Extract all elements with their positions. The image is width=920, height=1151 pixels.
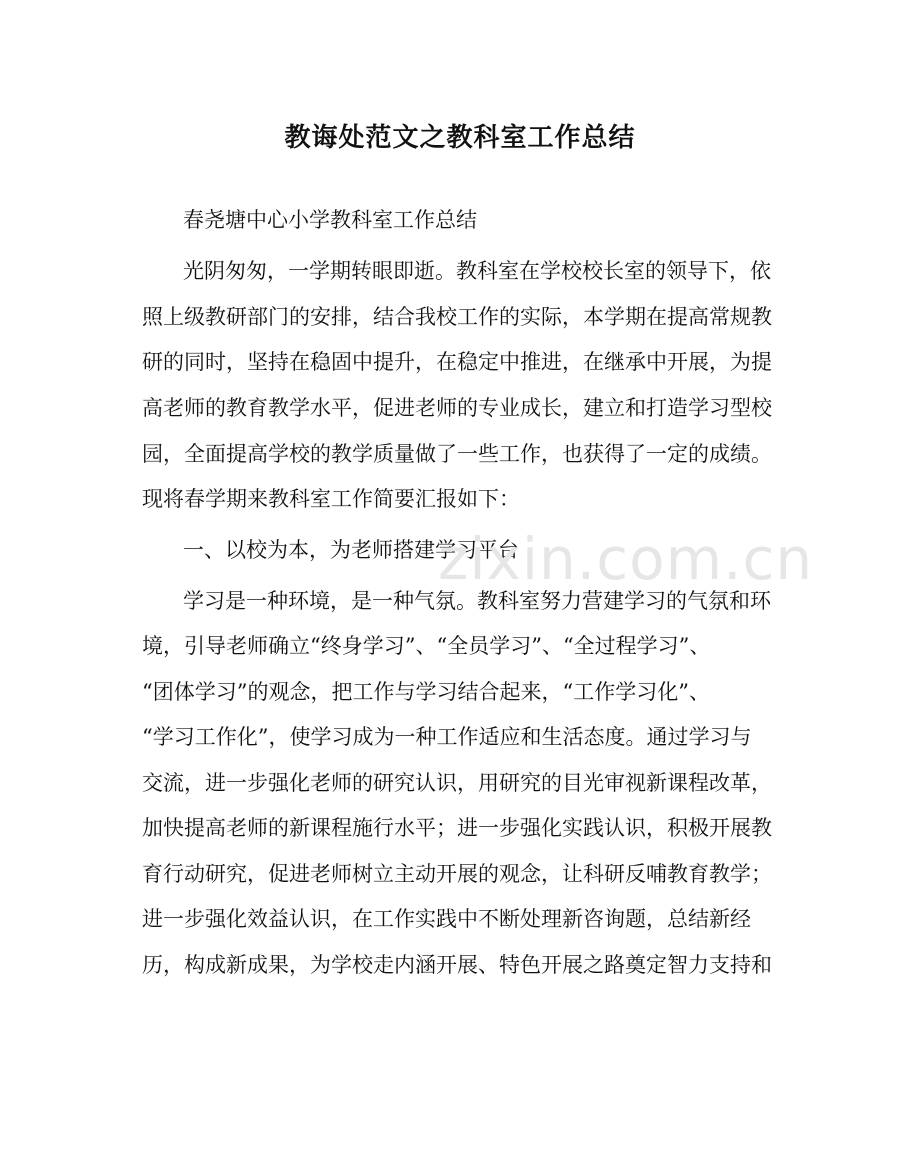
paragraph-line: 高老师的教育教学水平，促进老师的专业成长，建立和打造学习型校 (142, 396, 772, 420)
paragraph-line: 境，引导老师确立“终身学习”、“全员学习”、“全过程学习”、 (142, 634, 711, 658)
section-heading: 一、以校为本，为老师搭建学习平台 (183, 538, 519, 562)
document-title: 教诲处范文之教科室工作总结 (284, 123, 636, 153)
paragraph-line: 春尧塘中心小学教科室工作总结 (183, 208, 477, 232)
paragraph-line: 学习是一种环境，是一种气氛。教科室努力营建学习的气氛和环 (183, 589, 771, 613)
paragraph-line: 园，全面提高学校的教学质量做了一些工作，也获得了一定的成绩。 (142, 442, 772, 466)
paragraph-line: 加快提高老师的新课程施行水平；进一步强化实践认识，积极开展教 (142, 816, 772, 840)
paragraph-line: 照上级教研部门的安排，结合我校工作的实际，本学期在提高常规教 (142, 305, 772, 329)
paragraph-line: 育行动研究，促进老师树立主动开展的观念，让科研反哺教育教学； (142, 862, 772, 886)
paragraph-line: “团体学习”的观念，把工作与学习结合起来，“工作学习化”、 (142, 680, 710, 704)
paragraph-line: 光阴匆匆，一学期转眼即逝。教科室在学校校长室的领导下，依 (183, 259, 771, 283)
paragraph-line: 进一步强化效益认识，在工作实践中不断处理新咨询题，总结新经 (142, 907, 751, 931)
paragraph-line: 现将春学期来教科室工作简要汇报如下： (142, 487, 520, 511)
watermark: zixin.com.cn (438, 525, 814, 593)
paragraph-line: 历，构成新成果，为学校走内涵开展、特色开展之路奠定智力支持和 (142, 953, 772, 977)
paragraph-line: “学习工作化”，使学习成为一种工作适应和生活态度。通过学习与 (142, 725, 752, 749)
paragraph-line: 研的同时，坚持在稳固中提升，在稳定中推进，在继承中开展，为提 (142, 350, 772, 374)
paragraph-line: 交流，进一步强化老师的研究认识，用研究的目光审视新课程改革， (142, 771, 772, 795)
